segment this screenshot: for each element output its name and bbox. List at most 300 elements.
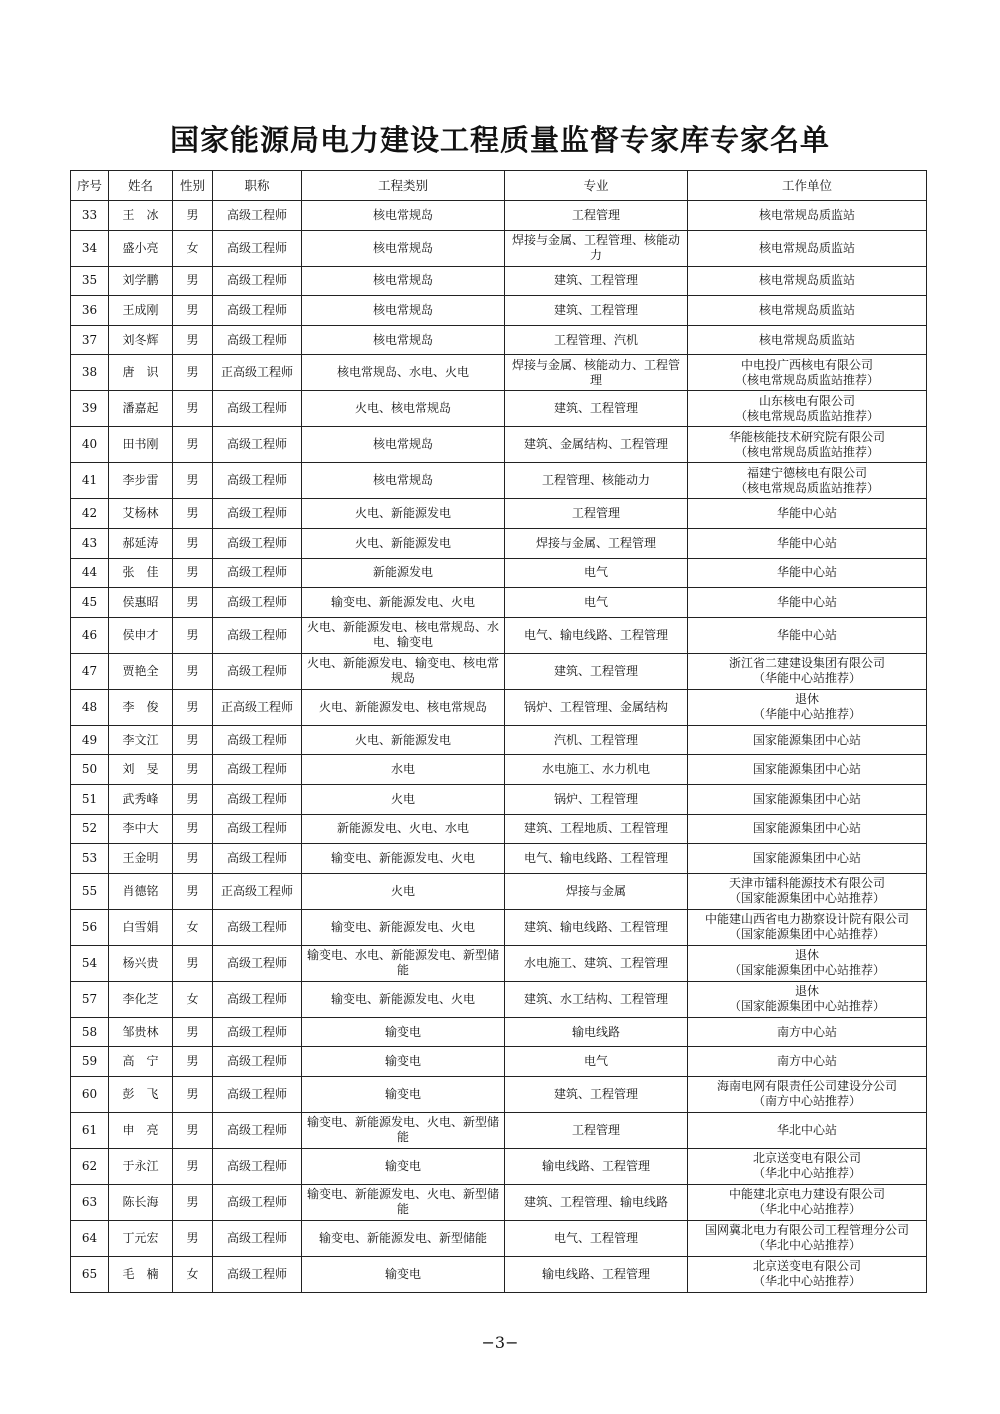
job-title: 高级工程师 [213, 653, 302, 689]
gender: 男 [173, 1017, 213, 1047]
project-category: 核电常规岛 [302, 230, 505, 266]
project-category: 火电、新能源发电、核电常规岛 [302, 689, 505, 725]
specialty: 电气 [505, 588, 688, 618]
work-unit-name: 北京送变电有限公司 [752, 1259, 861, 1274]
work-unit-name: 华能中心站 [776, 627, 837, 642]
expert-name: 郝延涛 [109, 528, 173, 558]
job-title: 高级工程师 [213, 1220, 302, 1256]
work-unit-name: 退休 [794, 984, 819, 999]
work-unit [688, 844, 927, 874]
page-title: 国家能源局电力建设工程质量监督专家库专家名单 [169, 123, 830, 157]
project-category: 输变电、新能源发电、火电 [302, 981, 505, 1017]
work-unit [688, 528, 927, 558]
work-unit-recommendation: （国家能源集团中心站推荐） [728, 927, 885, 942]
expert-name: 邹贵林 [109, 1017, 173, 1047]
specialty: 水电施工、建筑、工程管理 [505, 945, 688, 981]
specialty: 电气、工程管理 [505, 1220, 688, 1256]
gender: 男 [173, 755, 213, 785]
project-category: 火电、新能源发电、输变电、核电常规岛 [302, 653, 505, 689]
row-number: 39 [71, 391, 109, 427]
specialty: 输电线路 [505, 1017, 688, 1047]
table-row [71, 325, 927, 355]
row-number: 50 [71, 755, 109, 785]
gender: 男 [173, 266, 213, 296]
job-title: 正高级工程师 [213, 873, 302, 909]
project-category: 新能源发电、火电、水电 [302, 814, 505, 844]
expert-name: 侯惠昭 [109, 588, 173, 618]
project-category: 输变电、新能源发电、火电 [302, 844, 505, 874]
expert-name: 李 俊 [109, 689, 173, 725]
job-title: 高级工程师 [213, 463, 302, 499]
gender: 男 [173, 1184, 213, 1220]
gender: 男 [173, 1076, 213, 1112]
table-row [71, 945, 927, 981]
project-category: 输变电 [302, 1047, 505, 1077]
specialty: 建筑、工程管理 [505, 296, 688, 326]
expert-name: 王 冰 [109, 201, 173, 231]
work-unit [688, 1112, 927, 1148]
gender: 男 [173, 784, 213, 814]
gender: 男 [173, 391, 213, 427]
project-category: 水电 [302, 755, 505, 785]
job-title: 高级工程师 [213, 755, 302, 785]
expert-name: 贾艳全 [109, 653, 173, 689]
header-gender: 性别 [173, 171, 213, 201]
specialty: 电气 [505, 1047, 688, 1077]
header-no: 序号 [71, 171, 109, 201]
expert-name: 李文江 [109, 725, 173, 755]
gender: 男 [173, 558, 213, 588]
work-unit-recommendation: （国家能源集团中心站推荐） [728, 999, 885, 1014]
work-unit-recommendation: （核电常规岛质监站推荐） [734, 444, 879, 459]
work-unit [688, 296, 927, 326]
work-unit [688, 201, 927, 231]
job-title: 高级工程师 [213, 814, 302, 844]
work-unit-recommendation: （核电常规岛质监站推荐） [734, 480, 879, 495]
job-title: 高级工程师 [213, 391, 302, 427]
row-number: 65 [71, 1256, 109, 1292]
specialty: 工程管理、核能动力 [505, 463, 688, 499]
expert-name: 毛 楠 [109, 1256, 173, 1292]
work-unit [688, 784, 927, 814]
expert-name: 申 亮 [109, 1112, 173, 1148]
expert-name: 侯申才 [109, 617, 173, 653]
project-category: 核电常规岛 [302, 201, 505, 231]
project-category: 火电、新能源发电 [302, 528, 505, 558]
work-unit-name: 核电常规岛质监站 [758, 207, 855, 222]
project-category: 核电常规岛 [302, 266, 505, 296]
work-unit-recommendation: （核电常规岛质监站推荐） [734, 408, 879, 423]
job-title: 高级工程师 [213, 558, 302, 588]
work-unit [688, 1256, 927, 1292]
specialty: 汽机、工程管理 [505, 725, 688, 755]
table-row [71, 814, 927, 844]
row-number: 64 [71, 1220, 109, 1256]
work-unit-name: 中能建山西省电力勘察设计院有限公司 [704, 912, 909, 927]
gender: 男 [173, 945, 213, 981]
work-unit [688, 1076, 927, 1112]
job-title: 正高级工程师 [213, 355, 302, 391]
work-unit [688, 945, 927, 981]
project-category: 火电、新能源发电、核电常规岛、水电、输变电 [302, 617, 505, 653]
job-title: 高级工程师 [213, 230, 302, 266]
specialty: 建筑、工程管理 [505, 391, 688, 427]
gender: 男 [173, 588, 213, 618]
table-row [71, 617, 927, 653]
row-number: 59 [71, 1047, 109, 1077]
gender: 男 [173, 296, 213, 326]
work-unit-name: 南方中心站 [776, 1054, 837, 1069]
specialty: 建筑、工程管理、输电线路 [505, 1184, 688, 1220]
table-row [71, 1047, 927, 1077]
header-category: 工程类别 [302, 171, 505, 201]
gender: 男 [173, 653, 213, 689]
header-title: 职称 [213, 171, 302, 201]
job-title: 高级工程师 [213, 945, 302, 981]
table-row [71, 1220, 927, 1256]
project-category: 火电、新能源发电 [302, 725, 505, 755]
specialty: 工程管理 [505, 499, 688, 529]
project-category: 核电常规岛、水电、火电 [302, 355, 505, 391]
page-number: −3− [481, 1333, 519, 1352]
specialty: 建筑、输电线路、工程管理 [505, 909, 688, 945]
table-row [71, 1112, 927, 1148]
table-row [71, 873, 927, 909]
row-number: 62 [71, 1148, 109, 1184]
job-title: 高级工程师 [213, 1256, 302, 1292]
work-unit-name: 北京送变电有限公司 [752, 1151, 861, 1166]
project-category: 新能源发电 [302, 558, 505, 588]
specialty: 水电施工、水力机电 [505, 755, 688, 785]
gender: 女 [173, 981, 213, 1017]
job-title: 高级工程师 [213, 981, 302, 1017]
gender: 男 [173, 1220, 213, 1256]
gender: 女 [173, 909, 213, 945]
gender: 男 [173, 844, 213, 874]
job-title: 高级工程师 [213, 1148, 302, 1184]
expert-name: 王金明 [109, 844, 173, 874]
work-unit [688, 814, 927, 844]
work-unit [688, 1148, 927, 1184]
work-unit-recommendation: （华北中心站推荐） [752, 1238, 861, 1253]
row-number: 54 [71, 945, 109, 981]
job-title: 高级工程师 [213, 1184, 302, 1220]
table-row [71, 588, 927, 618]
job-title: 高级工程师 [213, 427, 302, 463]
row-number: 60 [71, 1076, 109, 1112]
row-number: 46 [71, 617, 109, 653]
gender: 男 [173, 873, 213, 909]
gender: 男 [173, 463, 213, 499]
gender: 男 [173, 1148, 213, 1184]
specialty: 焊接与金属、工程管理 [505, 528, 688, 558]
specialty: 建筑、工程管理 [505, 653, 688, 689]
gender: 男 [173, 689, 213, 725]
work-unit [688, 755, 927, 785]
gender: 女 [173, 230, 213, 266]
table-row [71, 1148, 927, 1184]
work-unit-name: 华能中心站 [776, 506, 837, 521]
work-unit-name: 华能核能技术研究院有限公司 [728, 429, 885, 444]
row-number: 42 [71, 499, 109, 529]
work-unit [688, 230, 927, 266]
table-row [71, 528, 927, 558]
job-title: 高级工程师 [213, 325, 302, 355]
project-category: 输变电 [302, 1076, 505, 1112]
table-row [71, 427, 927, 463]
expert-name: 杨兴贵 [109, 945, 173, 981]
job-title: 高级工程师 [213, 617, 302, 653]
row-number: 47 [71, 653, 109, 689]
work-unit-recommendation: （华北中心站推荐） [752, 1202, 861, 1217]
expert-name: 高 宁 [109, 1047, 173, 1077]
project-category: 核电常规岛 [302, 325, 505, 355]
work-unit-name: 核电常规岛质监站 [758, 240, 855, 255]
row-number: 40 [71, 427, 109, 463]
gender: 女 [173, 1256, 213, 1292]
header-name: 姓名 [109, 171, 173, 201]
table-row [71, 355, 927, 391]
specialty: 输电线路、工程管理 [505, 1256, 688, 1292]
expert-name: 潘嘉起 [109, 391, 173, 427]
work-unit-recommendation: （国家能源集团中心站推荐） [728, 891, 885, 906]
expert-name: 彭 飞 [109, 1076, 173, 1112]
job-title: 正高级工程师 [213, 689, 302, 725]
project-category: 输变电 [302, 1148, 505, 1184]
specialty: 焊接与金属、工程管理、核能动力 [505, 230, 688, 266]
project-category: 输变电 [302, 1256, 505, 1292]
job-title: 高级工程师 [213, 784, 302, 814]
work-unit-recommendation: （华能中心站推荐） [752, 671, 861, 686]
table-row [71, 1017, 927, 1047]
gender: 男 [173, 1047, 213, 1077]
row-number: 53 [71, 844, 109, 874]
job-title: 高级工程师 [213, 1076, 302, 1112]
project-category: 火电 [302, 784, 505, 814]
project-category: 输变电、水电、新能源发电、新型储能 [302, 945, 505, 981]
project-category: 核电常规岛 [302, 463, 505, 499]
job-title: 高级工程师 [213, 296, 302, 326]
table-row [71, 1184, 927, 1220]
work-unit-name: 华北中心站 [776, 1122, 837, 1137]
row-number: 37 [71, 325, 109, 355]
work-unit [688, 689, 927, 725]
project-category: 输变电、新能源发电、火电、新型储能 [302, 1184, 505, 1220]
work-unit [688, 499, 927, 529]
work-unit [688, 725, 927, 755]
project-category: 火电、新能源发电 [302, 499, 505, 529]
row-number: 57 [71, 981, 109, 1017]
specialty: 焊接与金属 [505, 873, 688, 909]
expert-name: 李步雷 [109, 463, 173, 499]
expert-name: 于永江 [109, 1148, 173, 1184]
work-unit [688, 266, 927, 296]
work-unit-name: 国家能源集团中心站 [752, 762, 861, 777]
expert-name: 张 佳 [109, 558, 173, 588]
row-number: 51 [71, 784, 109, 814]
specialty: 工程管理 [505, 201, 688, 231]
work-unit [688, 588, 927, 618]
table-row [71, 499, 927, 529]
work-unit [688, 1017, 927, 1047]
row-number: 38 [71, 355, 109, 391]
work-unit [688, 391, 927, 427]
expert-name: 刘学鹏 [109, 266, 173, 296]
project-category: 火电 [302, 873, 505, 909]
specialty: 锅炉、工程管理、金属结构 [505, 689, 688, 725]
work-unit [688, 325, 927, 355]
gender: 男 [173, 528, 213, 558]
expert-name: 李化芝 [109, 981, 173, 1017]
gender: 男 [173, 1112, 213, 1148]
table-row [71, 230, 927, 266]
expert-table [70, 170, 927, 1293]
expert-name: 唐 识 [109, 355, 173, 391]
work-unit-name: 山东核电有限公司 [758, 393, 855, 408]
job-title: 高级工程师 [213, 1047, 302, 1077]
specialty: 建筑、工程地质、工程管理 [505, 814, 688, 844]
work-unit-name: 国家能源集团中心站 [752, 850, 861, 865]
row-number: 56 [71, 909, 109, 945]
work-unit-name: 退休 [794, 948, 819, 963]
row-number: 43 [71, 528, 109, 558]
specialty: 工程管理、汽机 [505, 325, 688, 355]
header-major: 专业 [505, 171, 688, 201]
gender: 男 [173, 325, 213, 355]
expert-name: 艾杨林 [109, 499, 173, 529]
table-row [71, 391, 927, 427]
expert-name: 陈长海 [109, 1184, 173, 1220]
specialty: 电气、输电线路、工程管理 [505, 617, 688, 653]
project-category: 核电常规岛 [302, 427, 505, 463]
row-number: 34 [71, 230, 109, 266]
job-title: 高级工程师 [213, 725, 302, 755]
table-row [71, 981, 927, 1017]
work-unit [688, 653, 927, 689]
table-row [71, 725, 927, 755]
table-row [71, 296, 927, 326]
job-title: 高级工程师 [213, 266, 302, 296]
table-row [71, 909, 927, 945]
specialty: 电气 [505, 558, 688, 588]
specialty: 建筑、工程管理 [505, 1076, 688, 1112]
job-title: 高级工程师 [213, 499, 302, 529]
expert-name: 盛小亮 [109, 230, 173, 266]
row-number: 49 [71, 725, 109, 755]
row-number: 33 [71, 201, 109, 231]
row-number: 52 [71, 814, 109, 844]
gender: 男 [173, 355, 213, 391]
project-category: 输变电、新能源发电、火电 [302, 588, 505, 618]
project-category: 输变电、新能源发电、火电 [302, 909, 505, 945]
work-unit-recommendation: （国家能源集团中心站推荐） [728, 963, 885, 978]
header-unit: 工作单位 [688, 171, 927, 201]
expert-name: 李中大 [109, 814, 173, 844]
work-unit [688, 981, 927, 1017]
work-unit-name: 国家能源集团中心站 [752, 732, 861, 747]
specialty: 建筑、工程管理 [505, 266, 688, 296]
job-title: 高级工程师 [213, 528, 302, 558]
work-unit-recommendation: （核电常规岛质监站推荐） [734, 372, 879, 387]
table-row [71, 755, 927, 785]
gender: 男 [173, 814, 213, 844]
table-row [71, 653, 927, 689]
expert-name: 王成刚 [109, 296, 173, 326]
specialty: 输电线路、工程管理 [505, 1148, 688, 1184]
project-category: 火电、核电常规岛 [302, 391, 505, 427]
expert-name: 武秀峰 [109, 784, 173, 814]
table-row [71, 784, 927, 814]
work-unit-name: 华能中心站 [776, 565, 837, 580]
gender: 男 [173, 499, 213, 529]
row-number: 35 [71, 266, 109, 296]
work-unit [688, 909, 927, 945]
expert-name: 刘冬辉 [109, 325, 173, 355]
specialty: 建筑、水工结构、工程管理 [505, 981, 688, 1017]
gender: 男 [173, 427, 213, 463]
work-unit [688, 873, 927, 909]
work-unit-recommendation: （南方中心站推荐） [752, 1094, 861, 1109]
work-unit [688, 617, 927, 653]
work-unit-name: 中能建北京电力建设有限公司 [728, 1187, 885, 1202]
project-category: 核电常规岛 [302, 296, 505, 326]
expert-name: 刘 旻 [109, 755, 173, 785]
job-title: 高级工程师 [213, 1112, 302, 1148]
row-number: 36 [71, 296, 109, 326]
job-title: 高级工程师 [213, 201, 302, 231]
expert-name: 丁元宏 [109, 1220, 173, 1256]
work-unit-name: 华能中心站 [776, 535, 837, 550]
work-unit-name: 南方中心站 [776, 1024, 837, 1039]
work-unit-name: 国家能源集团中心站 [752, 821, 861, 836]
table-row [71, 689, 927, 725]
row-number: 58 [71, 1017, 109, 1047]
work-unit-recommendation: （华北中心站推荐） [752, 1274, 861, 1289]
specialty: 锅炉、工程管理 [505, 784, 688, 814]
work-unit [688, 427, 927, 463]
row-number: 55 [71, 873, 109, 909]
row-number: 41 [71, 463, 109, 499]
gender: 男 [173, 617, 213, 653]
job-title: 高级工程师 [213, 909, 302, 945]
work-unit-recommendation: （华能中心站推荐） [752, 707, 861, 722]
row-number: 63 [71, 1184, 109, 1220]
gender: 男 [173, 725, 213, 755]
table-header-row [71, 171, 927, 201]
table-row [71, 1256, 927, 1292]
work-unit-recommendation: （华北中心站推荐） [752, 1166, 861, 1181]
table-row [71, 463, 927, 499]
gender: 男 [173, 201, 213, 231]
table-row [71, 558, 927, 588]
specialty: 电气、输电线路、工程管理 [505, 844, 688, 874]
work-unit-name: 国家能源集团中心站 [752, 791, 861, 806]
work-unit [688, 558, 927, 588]
work-unit [688, 1220, 927, 1256]
work-unit-name: 浙江省二建建设集团有限公司 [728, 656, 885, 671]
specialty: 焊接与金属、核能动力、工程管理 [505, 355, 688, 391]
table-row [71, 1076, 927, 1112]
work-unit-name: 核电常规岛质监站 [758, 273, 855, 288]
row-number: 44 [71, 558, 109, 588]
work-unit-name: 福建宁德核电有限公司 [746, 465, 867, 480]
project-category: 输变电、新能源发电、火电、新型储能 [302, 1112, 505, 1148]
specialty: 工程管理 [505, 1112, 688, 1148]
table-row [71, 844, 927, 874]
work-unit [688, 463, 927, 499]
work-unit-name: 海南电网有限责任公司建设分公司 [716, 1079, 897, 1094]
table-row [71, 266, 927, 296]
